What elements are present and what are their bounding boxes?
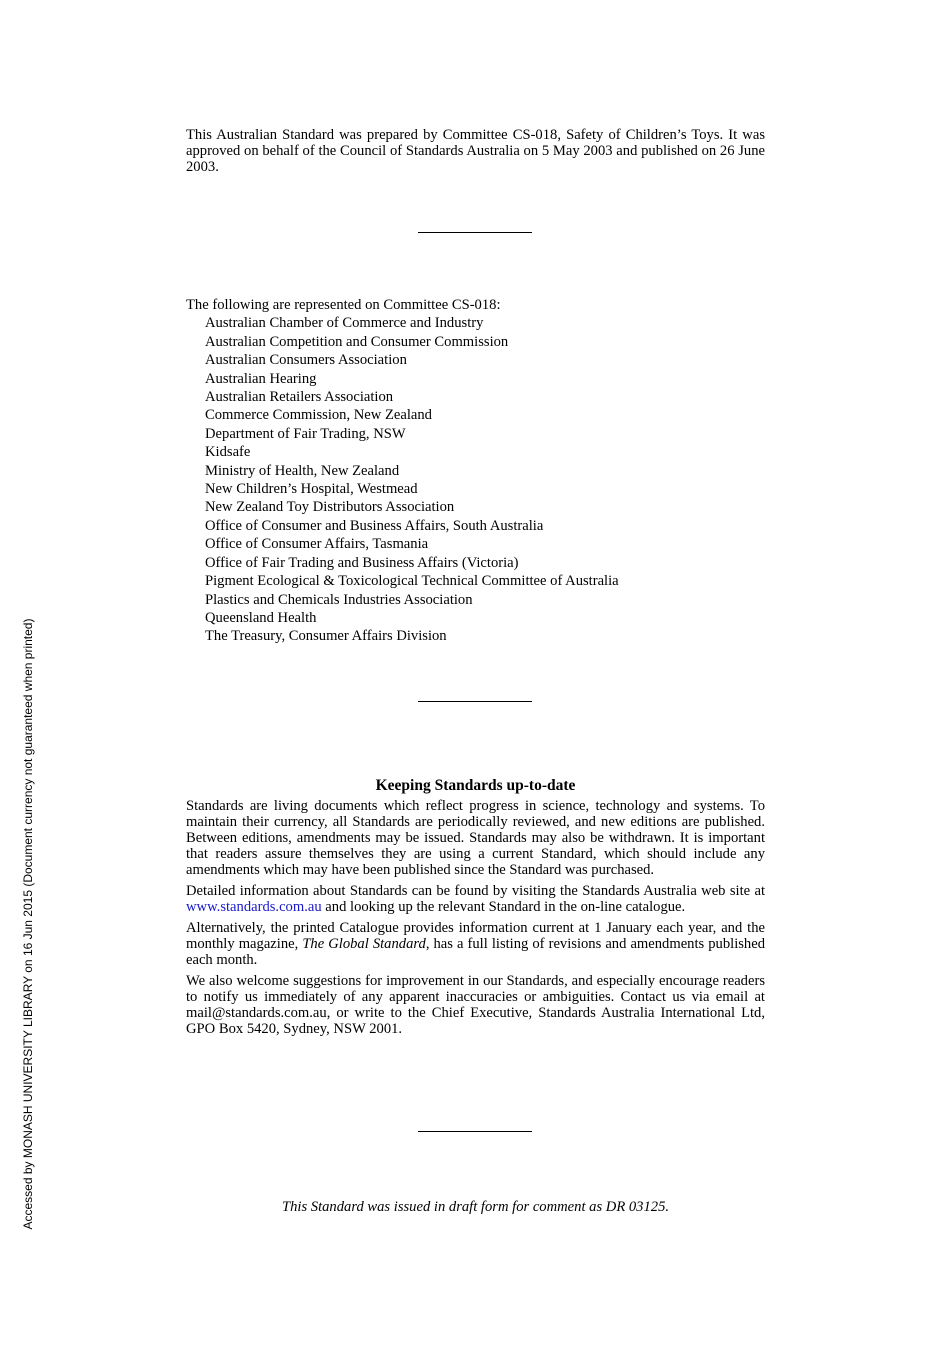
committee-member: Queensland Health <box>205 609 317 626</box>
committee-member: Department of Fair Trading, NSW <box>205 425 406 442</box>
committee-member: Commerce Commission, New Zealand <box>205 407 432 424</box>
keeping-standards-section <box>186 798 765 1042</box>
committee-member: Ministry of Health, New Zealand <box>205 462 400 479</box>
divider-rule <box>418 1131 532 1132</box>
committee-member: Kidsafe <box>205 444 251 461</box>
committee-member: New Children’s Hospital, Westmead <box>205 481 418 498</box>
committee-member: Office of Fair Trading and Business Affairs (Victoria) <box>205 554 519 571</box>
committee-member-list <box>186 314 765 645</box>
paragraph: Alternatively, the printed Catalogue provides information current at 1 January each year, and the monthly magazine, The Global Standard, has a full listing of revisions and amendments published each month. <box>186 920 765 968</box>
committee-member: Office of Consumer and Business Affairs, South Australia <box>205 517 544 534</box>
committee-member: The Treasury, Consumer Affairs Division <box>205 628 447 645</box>
committee-section <box>186 296 765 646</box>
committee-member: New Zealand Toy Distributors Association <box>205 499 455 516</box>
preparation-notice-text: This Australian Standard was prepared by Committee CS-018, Safety of Children’s Toys. It was approved on behalf of the Council of Standards Australia on 5 May 2003 and published on 26 June 2003. <box>186 127 765 175</box>
paragraph: Detailed information about Standards can be found by visiting the Standards Australia web site at www.standards.com.au and looking up the relevant Standard in the on-line catalogue. <box>186 883 765 915</box>
committee-member: Office of Consumer Affairs, Tasmania <box>205 536 429 553</box>
magazine-title: The Global Standard <box>302 936 426 952</box>
committee-member: Plastics and Chemicals Industries Association <box>205 591 473 608</box>
access-watermark-text: Accessed by MONASH UNIVERSITY LIBRARY on 16 Jun 2015 (Document currency not guaranteed when printed) <box>21 618 35 1230</box>
draft-notice: This Standard was issued in draft form for comment as DR 03125. <box>281 1199 670 1215</box>
committee-member: Australian Retailers Association <box>205 389 394 406</box>
committee-member: Australian Consumers Association <box>205 352 407 369</box>
section-title: Keeping Standards up-to-date <box>375 777 576 794</box>
paragraph: Standards are living documents which reflect progress in science, technology and systems. To maintain their currency, all Standards are periodically reviewed, and new editions are published. Between editions, amendments may be issued. Standards may also be withdrawn. It is important that readers assure themselves they are using a current Standard, which should include any amendments which may have been published since the Standard was purchased. <box>186 798 765 878</box>
committee-member: Australian Hearing <box>205 370 317 387</box>
committee-member: Australian Chamber of Commerce and Industry <box>205 315 484 332</box>
preparation-notice <box>186 127 765 175</box>
divider-rule <box>418 701 532 702</box>
committee-member: Pigment Ecological & Toxicological Technical Committee of Australia <box>205 573 619 590</box>
divider-rule <box>418 232 532 233</box>
committee-member: Australian Competition and Consumer Commission <box>205 333 509 350</box>
committee-heading: The following are represented on Committee CS-018: <box>186 297 501 313</box>
standards-website-link[interactable]: www.standards.com.au <box>186 899 322 915</box>
paragraph: We also welcome suggestions for improvement in our Standards, and especially encourage readers to notify us immediately of any apparent inaccuracies or ambiguities. Contact us via email at mail@standards.com.au, or write to the Chief Executive, Standards Australia International Ltd, GPO Box 5420, Sydney, NSW 2001. <box>186 973 765 1037</box>
